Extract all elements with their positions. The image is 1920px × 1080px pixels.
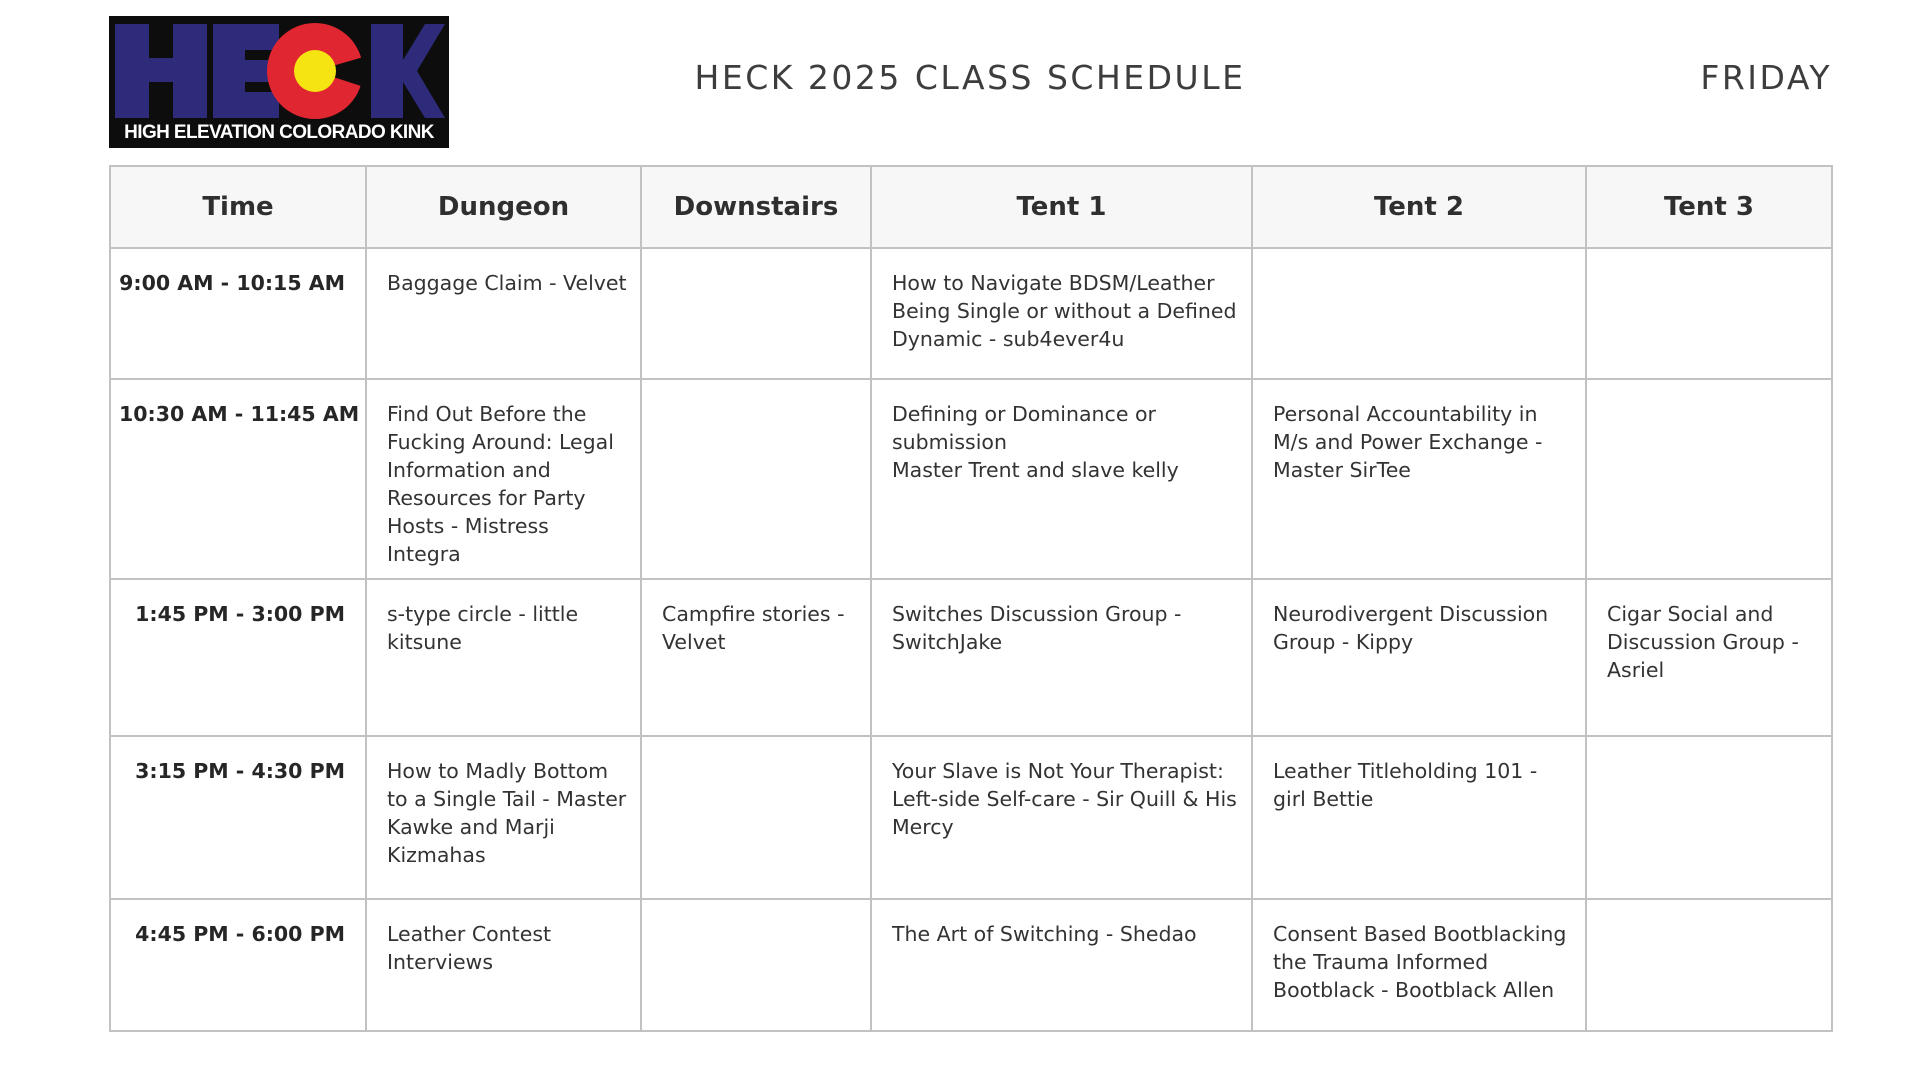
class-cell-tent-2 bbox=[1252, 379, 1586, 579]
class-cell-tent-3 bbox=[1586, 736, 1832, 899]
class-cell-tent-1 bbox=[871, 736, 1252, 899]
class-cell-dungeon bbox=[366, 248, 641, 379]
column-header-dungeon: Dungeon bbox=[366, 166, 641, 248]
class-cell-tent-2 bbox=[1252, 248, 1586, 379]
class-entry: How to Madly Bottom to a Single Tail - Master Kawke and Marji Kizmahas bbox=[387, 759, 627, 867]
class-cell-dungeon bbox=[366, 736, 641, 899]
class-cell-downstairs bbox=[641, 579, 871, 736]
time-slot-cell: 9:00 AM - 10:15 AM bbox=[110, 248, 366, 379]
class-cell-tent-3 bbox=[1586, 379, 1832, 579]
class-cell-tent-1 bbox=[871, 579, 1252, 736]
class-cell-tent-3 bbox=[1586, 248, 1832, 379]
class-cell-tent-1 bbox=[871, 899, 1252, 1031]
class-entry: The Art of Switching - Shedao bbox=[892, 922, 1197, 946]
table-row bbox=[110, 899, 1832, 1031]
class-cell-tent-3 bbox=[1586, 899, 1832, 1031]
table-row bbox=[110, 579, 1832, 736]
class-entry: Defining or Dominance or submission Master Trent and slave kelly bbox=[892, 402, 1179, 482]
table-header-row bbox=[110, 166, 1832, 248]
class-entry: Baggage Claim - Velvet bbox=[387, 271, 627, 295]
class-cell-tent-3 bbox=[1586, 579, 1832, 736]
time-slot-cell: 10:30 AM - 11:45 AM bbox=[110, 379, 366, 579]
class-cell-dungeon bbox=[366, 579, 641, 736]
class-entry: Leather Contest Interviews bbox=[387, 922, 552, 974]
class-cell-downstairs bbox=[641, 899, 871, 1031]
class-entry: Leather Titleholding 101 - girl Bettie bbox=[1273, 759, 1538, 811]
day-label: FRIDAY bbox=[1700, 58, 1832, 97]
class-entry: Neurodivergent Discussion Group - Kippy bbox=[1273, 602, 1549, 654]
column-header-time: Time bbox=[110, 166, 366, 248]
class-entry: Your Slave is Not Your Therapist: Left-side Self-care - Sir Quill & His Mercy bbox=[892, 759, 1237, 839]
class-cell-dungeon bbox=[366, 899, 641, 1031]
class-entry: Switches Discussion Group - SwitchJake bbox=[892, 602, 1182, 654]
schedule-table bbox=[109, 165, 1833, 1032]
column-header-tent-2: Tent 2 bbox=[1252, 166, 1586, 248]
time-slot-cell: 3:15 PM - 4:30 PM bbox=[110, 736, 366, 899]
logo-caption: HIGH ELEVATION COLORADO KINK bbox=[124, 122, 434, 143]
class-entry: Personal Accountability in M/s and Power Exchange - Master SirTee bbox=[1273, 402, 1543, 482]
column-header-downstairs: Downstairs bbox=[641, 166, 871, 248]
table-row bbox=[110, 248, 1832, 379]
class-cell-tent-2 bbox=[1252, 736, 1586, 899]
class-entry: Cigar Social and Discussion Group - Asriel bbox=[1607, 602, 1799, 682]
logo-flag-sun bbox=[294, 50, 336, 92]
class-cell-tent-1 bbox=[871, 248, 1252, 379]
class-entry: Consent Based Bootblacking the Trauma Informed Bootblack - Bootblack Allen bbox=[1273, 922, 1567, 1002]
class-entry: Find Out Before the Fucking Around: Legal Information and Resources for Party Hosts - Mistress Integra bbox=[387, 402, 614, 566]
page-title: HECK 2025 CLASS SCHEDULE bbox=[694, 58, 1246, 97]
class-cell-downstairs bbox=[641, 736, 871, 899]
class-cell-tent-2 bbox=[1252, 899, 1586, 1031]
time-slot-cell: 4:45 PM - 6:00 PM bbox=[110, 899, 366, 1031]
logo-letter-h bbox=[115, 24, 207, 118]
column-header-tent-3: Tent 3 bbox=[1586, 166, 1832, 248]
class-cell-downstairs bbox=[641, 248, 871, 379]
class-cell-tent-1 bbox=[871, 379, 1252, 579]
column-header-tent-1: Tent 1 bbox=[871, 166, 1252, 248]
heck-logo bbox=[109, 16, 449, 148]
class-entry: How to Navigate BDSM/Leather Being Single or without a Defined Dynamic - sub4ever4u bbox=[892, 271, 1237, 351]
class-cell-tent-2 bbox=[1252, 579, 1586, 736]
table-row bbox=[110, 379, 1832, 579]
class-entry: s-type circle - little kitsune bbox=[387, 602, 579, 654]
class-cell-downstairs bbox=[641, 379, 871, 579]
time-slot-cell: 1:45 PM - 3:00 PM bbox=[110, 579, 366, 736]
table-row bbox=[110, 736, 1832, 899]
class-entry: Campfire stories - Velvet bbox=[662, 602, 845, 654]
logo-letter-k bbox=[371, 24, 445, 118]
class-cell-dungeon bbox=[366, 379, 641, 579]
